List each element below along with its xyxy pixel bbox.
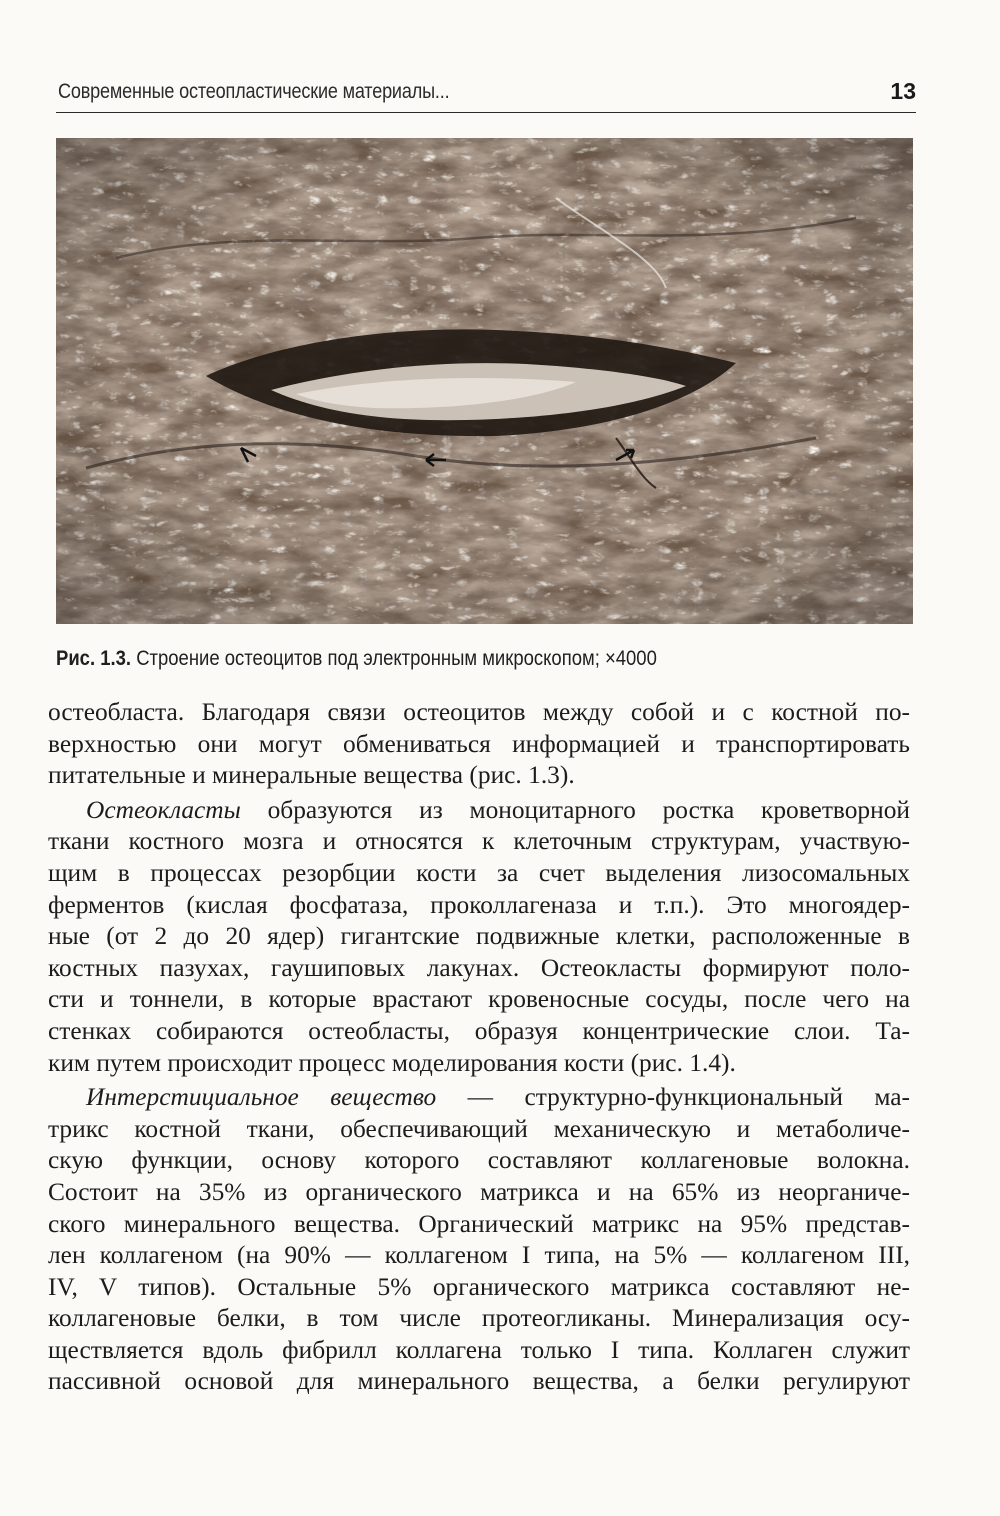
text-line: IV, V типов). Остальные 5% органического матрикса составляют не- <box>48 1272 910 1301</box>
running-head-title: Современные остеопластические материалы... <box>58 80 450 103</box>
text-line: стенках собираются остеобласты, образуя концентрические слои. Та- <box>48 1016 910 1045</box>
figure-micrograph <box>56 138 913 624</box>
text-fragment: — структурно-функциональный ма- <box>436 1083 910 1112</box>
running-head <box>56 76 916 113</box>
text-line: лен коллагеном (на 90% — коллагеном I типа, на 5% — коллагеном III, <box>48 1241 910 1270</box>
caption-label: Рис. 1.3. <box>56 647 132 670</box>
text-line: ные (от 2 до 20 ядер) гигантские подвижные клетки, расположенные в <box>48 922 910 951</box>
text-line: питательные и минеральные вещества (рис. 1.3). <box>48 761 575 790</box>
text-line: остеобласта. Благодаря связи остеоцитов между собой и с костной по- <box>48 698 910 726</box>
text-line: скую функции, основу которого составляют коллагеновые волокна. <box>48 1146 910 1175</box>
text-line: пассивной основой для минерального вещества, а белки регулируют <box>48 1367 910 1396</box>
term-osteoclasts: Остеокласты <box>86 795 241 824</box>
figure-caption <box>56 647 813 671</box>
text-line: ким путем происходит процесс моделирования кости (рис. 1.4). <box>48 1048 736 1077</box>
text-line <box>48 1082 910 1114</box>
text-fragment: образуются из моноцитарного ростка кроветворной <box>240 795 910 824</box>
body-text <box>48 697 910 1398</box>
text-line <box>48 795 910 827</box>
caption-text: Строение остеоцитов под электронным микроскопом; ×4000 <box>131 647 657 670</box>
text-line: ткани костного мозга и относятся к клеточным структурам, участвую- <box>48 827 910 856</box>
text-line: трикс костной ткани, обеспечивающий механическую и метаболиче- <box>48 1114 910 1143</box>
text-line: Состоит на 35% из органического матрикса и на 65% из неорганиче- <box>48 1177 910 1206</box>
text-line: коллагеновые белки, в том числе протеогликаны. Минерализация осу- <box>48 1304 910 1333</box>
text-line: ферментов (кислая фосфатаза, проколлагеназа и т.п.). Это многоядер- <box>48 890 910 919</box>
text-line: ского минерального вещества. Органический матрикс на 95% представ- <box>48 1209 910 1238</box>
text-line: щим в процессах резорбции кости за счет выделения лизосомальных <box>48 858 910 887</box>
page-number: 13 <box>890 78 916 104</box>
micrograph-image <box>56 138 913 624</box>
text-line: сти и тоннели, в которые врастают кровеносные сосуды, после чего на <box>48 985 910 1014</box>
text-line: костных пазухах, гаушиповых лакунах. Остеокласты формируют поло- <box>48 953 910 982</box>
term-interstitial-substance: Интерстициальное вещество <box>86 1083 437 1112</box>
text-line: ществляется вдоль фибрилл коллагена только I типа. Коллаген служит <box>48 1335 910 1364</box>
text-line: верхностью они могут обмениваться информацией и транспортировать <box>48 729 910 758</box>
